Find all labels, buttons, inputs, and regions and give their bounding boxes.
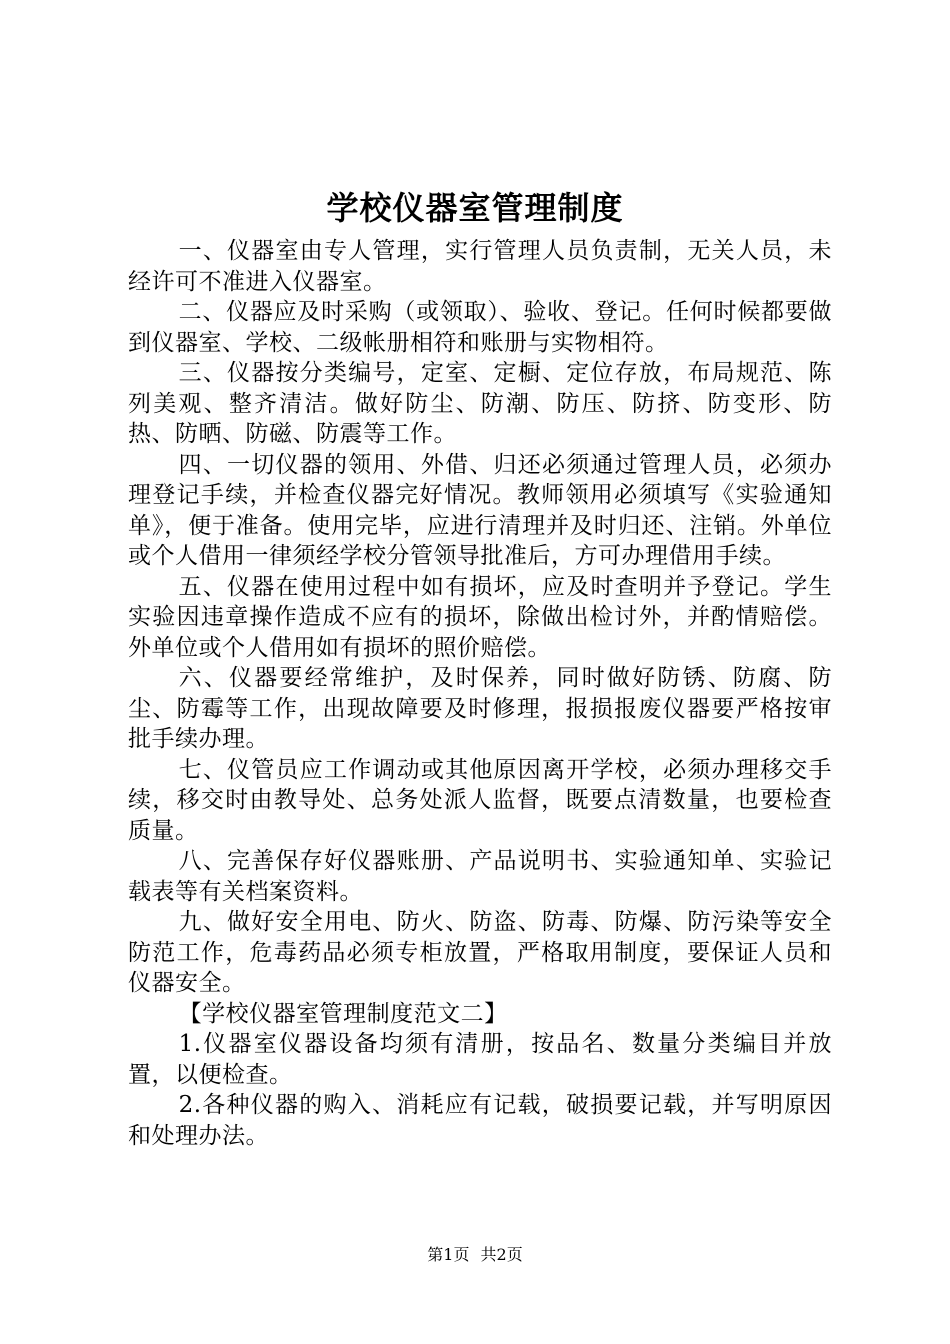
page-title: 学校仪器室管理制度	[326, 189, 624, 227]
paragraph-1: 一、仪器室由专人管理，实行管理人员负责制，无关人员，未经许可不准进入仪器室。	[128, 238, 832, 295]
page-number-current: 第1页	[427, 1245, 470, 1264]
paragraph-2: 二、仪器应及时采购（或领取）、验收、登记。任何时候都要做到仪器室、学校、二级帐册相符和账册与实物相符。	[128, 299, 832, 356]
paragraph-4: 四、一切仪器的领用、外借、归还必须通过管理人员，必须办理登记手续，并检查仪器完好情况。教师领用必须填写《实验通知单》，便于准备。使用完毕，应进行清理并及时归还、注销。外单位或个人借用一律须经学校分管领导批准后，方可办理借用手续。	[128, 451, 832, 569]
section-heading: 【学校仪器室管理制度范文二】	[178, 1000, 508, 1027]
paragraph-8: 八、完善保存好仪器账册、产品说明书、实验通知单、实验记载表等有关档案资料。	[128, 848, 832, 905]
paragraph-7: 七、仪管员应工作调动或其他原因离开学校，必须办理移交手续，移交时由教导处、总务处派人监督，既要点清数量，也要检查质量。	[128, 756, 832, 844]
paragraph-3: 三、仪器按分类编号，定室、定橱、定位存放，布局规范、陈列美观、整齐清洁。做好防尘、防潮、防压、防挤、防变形、防热、防晒、防磁、防震等工作。	[128, 360, 832, 447]
paragraph-9: 九、做好安全用电、防火、防盗、防毒、防爆、防污染等安全防范工作，危毒药品必须专柜放置，严格取用制度，要保证人员和仪器安全。	[128, 909, 832, 996]
page-number-total: 共2页	[480, 1245, 523, 1264]
document-body	[128, 236, 832, 1151]
paragraph-6: 六、仪器要经常维护，及时保养，同时做好防锈、防腐、防尘、防霉等工作，出现故障要及时修理，报损报废仪器要严格按审批手续办理。	[128, 665, 832, 752]
paragraph-11: 2.各种仪器的购入、消耗应有记载，破损要记载，并写明原因和处理办法。	[128, 1092, 832, 1149]
page-footer	[0, 1245, 950, 1265]
paragraph-5: 五、仪器在使用过程中如有损坏，应及时查明并予登记。学生实验因违章操作造成不应有的损坏，除做出检讨外，并酌情赔偿。外单位或个人借用如有损坏的照价赔偿。	[128, 573, 832, 661]
paragraph-10: 1.仪器室仪器设备均须有清册，按品名、数量分类编目并放置，以便检查。	[128, 1031, 832, 1088]
